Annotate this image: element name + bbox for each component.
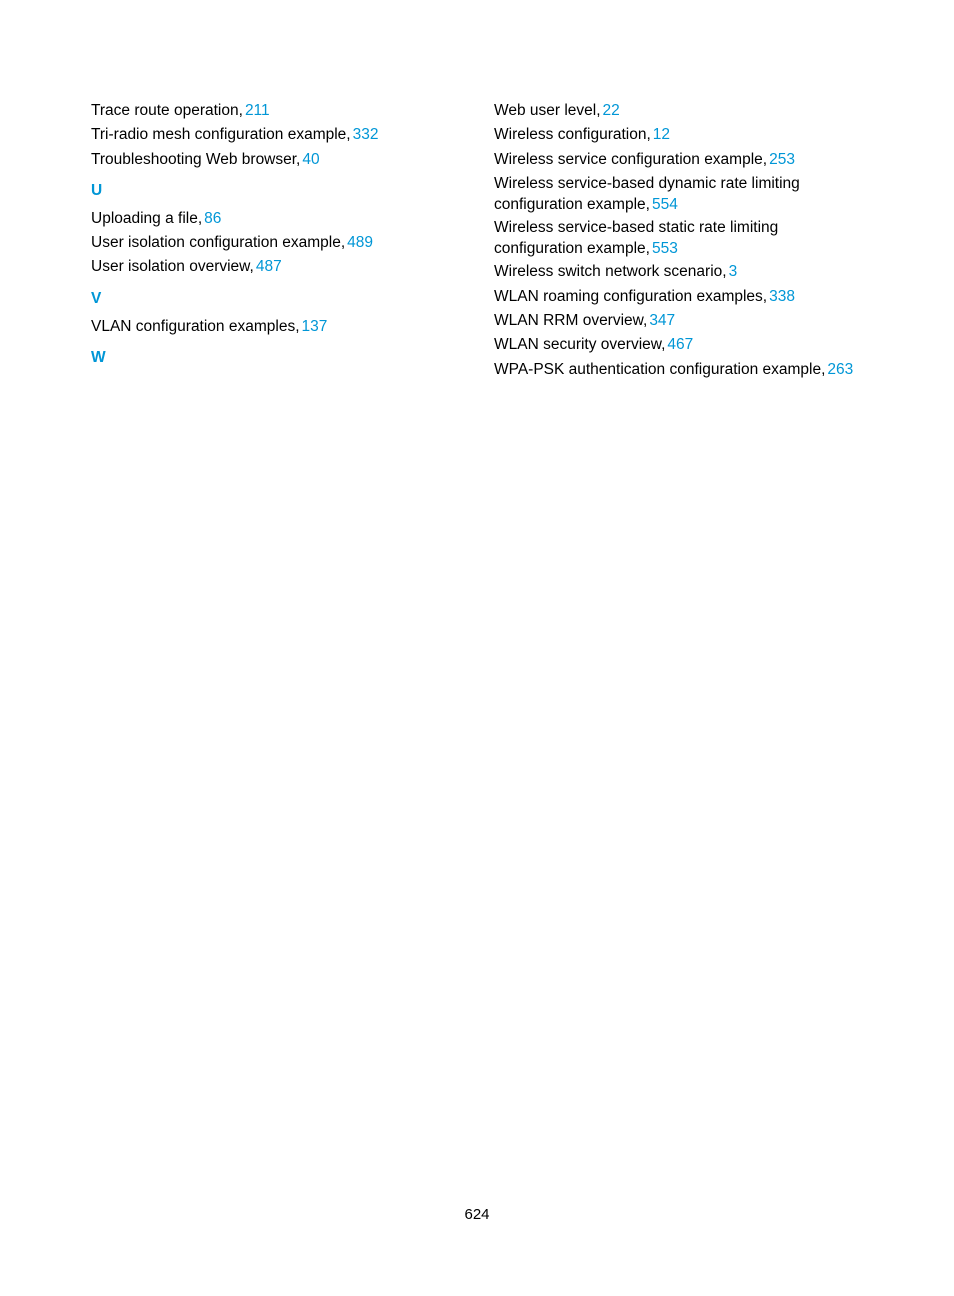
index-entry: Uploading a file, 86 [91, 209, 222, 227]
index-left-column [91, 99, 461, 374]
index-letter-heading: V [91, 289, 102, 307]
page-link[interactable]: 40 [302, 150, 320, 168]
page-link[interactable]: 137 [301, 317, 328, 335]
index-entry: Wireless configuration, 12 [494, 126, 671, 144]
index-entry: Web user level, 22 [494, 102, 620, 119]
page-link[interactable]: 553 [651, 239, 678, 257]
page-link[interactable]: 211 [244, 102, 270, 119]
page-link[interactable]: 554 [651, 196, 678, 214]
page-link[interactable]: 253 [769, 150, 795, 168]
index-entry: Tri-radio mesh configuration example, 332 [91, 126, 379, 144]
index-entry: Wireless service-based static rate limiting configuration example, 553 [494, 218, 779, 257]
index-entry: WLAN roaming configuration examples, 338 [494, 287, 795, 305]
page-link[interactable]: 347 [649, 311, 676, 329]
page-link[interactable]: 332 [352, 126, 379, 144]
page-link[interactable]: 489 [347, 234, 374, 252]
index-entry: User isolation overview, 487 [91, 258, 282, 276]
index-entry: WPA-PSK authentication configuration example, 263 [494, 360, 854, 378]
page-link[interactable]: 22 [602, 102, 620, 119]
page-link[interactable]: 263 [827, 360, 854, 378]
page-number: 624 [464, 1206, 490, 1223]
index-entry: WLAN RRM overview, 347 [494, 311, 676, 329]
index-letter-heading: U [91, 181, 103, 199]
index-entry: User isolation configuration example, 489 [91, 234, 374, 252]
index-entry: Trace route operation, 211 [91, 102, 270, 119]
page-link[interactable]: 12 [652, 126, 671, 144]
page-link[interactable]: 487 [255, 258, 282, 276]
index-entry: Wireless service configuration example, 253 [494, 150, 795, 168]
index-entry: Wireless service-based dynamic rate limiting configuration example, 554 [494, 175, 800, 214]
index-right-column [494, 99, 894, 382]
page-link[interactable]: 3 [728, 263, 738, 281]
page-link[interactable]: 86 [204, 209, 222, 227]
index-entry: WLAN security overview, 467 [494, 336, 694, 354]
page-link[interactable]: 467 [667, 336, 694, 354]
index-entry: VLAN configuration examples, 137 [91, 317, 328, 335]
index-entry: Wireless switch network scenario, 3 [494, 263, 738, 281]
index-entry: Troubleshooting Web browser, 40 [91, 150, 320, 168]
index-letter-heading: W [91, 349, 106, 367]
page-link[interactable]: 338 [769, 287, 795, 305]
